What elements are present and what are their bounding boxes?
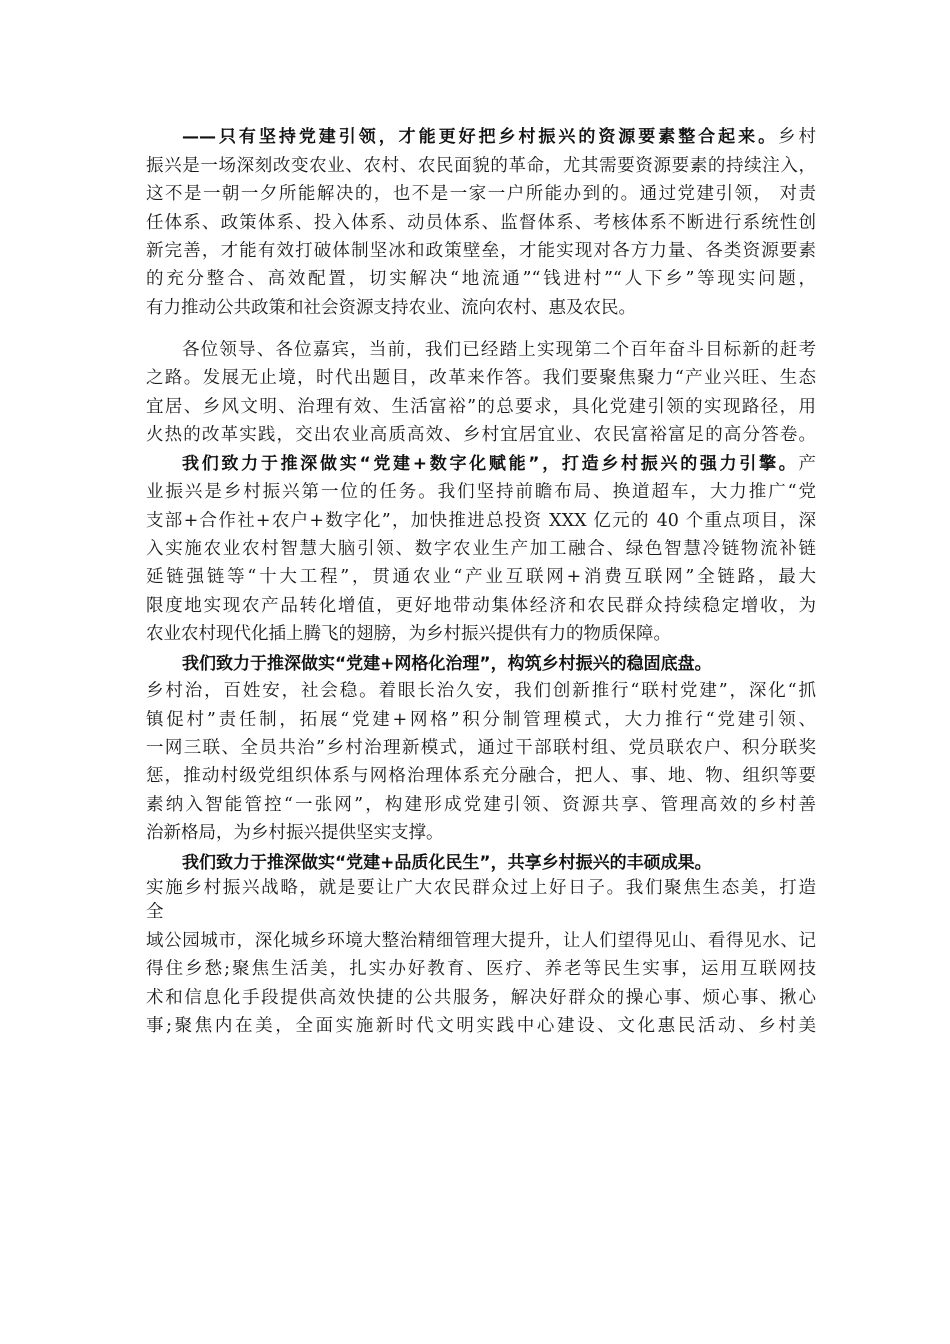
paragraph-1-line-1: ——只有坚持党建引领，才能更好把乡村振兴的资源要素整合起来。乡村 <box>182 127 816 147</box>
paragraph-4-line-2: 乡村治，百姓安，社会稳。着眼长治久安，我们创新推行“联村党建”，深化“抓 <box>146 681 816 701</box>
paragraph-3-line-2: 业振兴是乡村振兴第一位的任务。我们坚持前瞻布局、换道超车，大力推广“党 <box>146 482 816 502</box>
bold-heading: ——只有坚持党建引领，才能更好把乡村振兴的资源要素整合起来。 <box>182 127 779 147</box>
bold-heading: 我们致力于推深做实“党建+数字化赋能”，打造乡村振兴的强力引擎。 <box>182 454 799 474</box>
paragraph-5-line-3: 全 <box>146 902 164 922</box>
paragraph-1-line-4: 任体系、政策体系、投入体系、动员体系、监督体系、考核体系不断进行系统性创 <box>146 213 816 233</box>
paragraph-5-line-5: 得住乡愁;聚焦生活美，扎实办好教育、医疗、养老等民生实事，运用互联网技 <box>146 959 816 979</box>
paragraph-2-line-2: 之路。发展无止境，时代出题目，改革来作答。我们要聚焦聚力“产业兴旺、生态 <box>146 368 816 388</box>
paragraph-1-line-5: 新完善，才能有效打破体制坚冰和政策壁垒，才能实现对各方力量、各类资源要素 <box>146 241 816 261</box>
paragraph-5-line-2: 实施乡村振兴战略，就是要让广大农民群众过上好日子。我们聚焦生态美，打造 <box>146 878 816 898</box>
paragraph-4-line-3: 镇促村”责任制，拓展“党建+网格”积分制管理模式，大力推行“党建引领、 <box>146 710 816 730</box>
paragraph-3-line-6: 限度地实现农产品转化增值，更好地带动集体经济和农民群众持续稳定增收，为 <box>146 596 816 616</box>
paragraph-2-line-1: 各位领导、各位嘉宾，当前，我们已经踏上实现第二个百年奋斗目标新的赶考 <box>182 340 816 360</box>
paragraph-1-line-3: 这不是一朝一夕所能解决的，也不是一家一户所能办到的。通过党建引领， 对责 <box>146 184 816 204</box>
paragraph-4-line-4: 一网三联、全员共治”乡村治理新模式，通过干部联村组、党员联农户、积分联奖 <box>146 738 816 758</box>
paragraph-1-line-2: 振兴是一场深刻改变农业、农村、农民面貌的革命，尤其需要资源要素的持续注入， <box>146 156 816 176</box>
paragraph-4-line-7: 治新格局，为乡村振兴提供坚实支撑。 <box>146 823 444 843</box>
paragraph-3-line-4: 入实施农业农村智慧大脑引领、数字农业生产加工融合、绿色智慧冷链物流补链 <box>146 539 816 559</box>
bold-heading: 我们致力于推深做实“党建+网格化治理”，构筑乡村振兴的稳固底盘。 <box>182 654 712 674</box>
paragraph-4-line-1 <box>182 653 816 677</box>
paragraph-5-line-1 <box>182 852 816 876</box>
paragraph-3-line-1: 我们致力于推深做实“党建+数字化赋能”，打造乡村振兴的强力引擎。产 <box>182 454 816 474</box>
paragraph-4-line-5: 惩，推动村级党组织体系与网格治理体系充分融合，把人、事、地、物、组织等要 <box>146 766 816 786</box>
paragraph-3-line-7: 农业农村现代化插上腾飞的翅膀，为乡村振兴提供有力的物质保障。 <box>146 624 671 644</box>
paragraph-1-line-7: 有力推动公共政策和社会资源支持农业、流向农村、惠及农民。 <box>146 298 636 318</box>
paragraph-2-line-4: 火热的改革实践，交出农业高质高效、乡村宜居宜业、农民富裕富足的高分答卷。 <box>146 425 816 445</box>
paragraph-2-line-3: 宜居、乡风文明、治理有效、生活富裕”的总要求，具化党建引领的实现路径，用 <box>146 397 816 417</box>
paragraph-5-line-7: 事;聚焦内在美，全面实施新时代文明实践中心建设、文化惠民活动、乡村美 <box>146 1016 816 1036</box>
paragraph-3-line-3: 支部+合作社+农户+数字化”，加快推进总投资 XXX 亿元的 40 个重点项目，深 <box>146 511 816 531</box>
paragraph-3-line-5: 延链强链等“十大工程”，贯通农业“产业互联网+消费互联网”全链路，最大 <box>146 567 816 587</box>
bold-heading: 我们致力于推深做实“党建+品质化民生”，共享乡村振兴的丰硕成果。 <box>182 853 712 873</box>
paragraph-4-line-6: 素纳入智能管控“一张网”，构建形成党建引领、资源共享、管理高效的乡村善 <box>146 795 816 815</box>
paragraph-5-line-4: 域公园城市，深化城乡环境大整治精细管理大提升，让人们望得见山、看得见水、记 <box>146 931 816 951</box>
paragraph-1-line-6: 的充分整合、高效配置，切实解决“地流通”“钱进村”“人下乡”等现实问题， <box>146 269 816 289</box>
paragraph-5-line-6: 术和信息化手段提供高效快捷的公共服务，解决好群众的操心事、烦心事、揪心 <box>146 988 816 1008</box>
